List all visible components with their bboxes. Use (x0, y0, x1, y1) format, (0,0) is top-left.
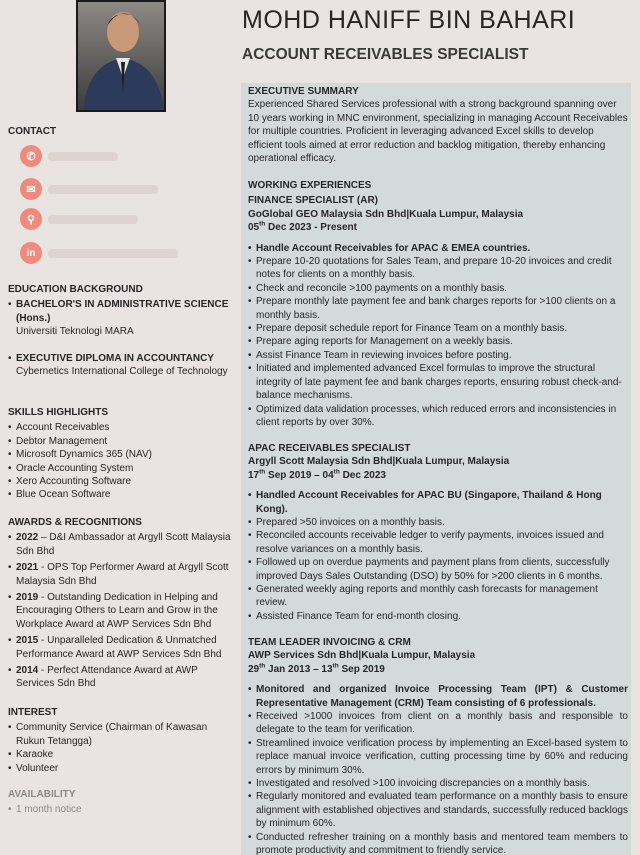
award-text: - Perfect Attendance Award at AWP Services Sdn Bhd (16, 665, 198, 690)
job-bullet: • Prepare deposit schedule report for Finance Team on a monthly basis. (248, 322, 628, 335)
job-bullet: • Investigated and resolved >100 invoicing discrepancies on a monthly basis. (248, 777, 628, 790)
job-bullet: • Streamlined invoice verification process by implementing an Excel-based system to replace manual invoice verification, cutting processing time by 60% and reducing errors by minimum 30%. (248, 737, 628, 777)
linkedin-icon: in (20, 242, 42, 264)
degree-title: BACHELOR'S IN ADMINISTRATIVE SCIENCE (Hons.) (16, 299, 229, 324)
job-entry (248, 442, 628, 623)
job-title: FINANCE SPECIALIST (AR) (248, 195, 378, 207)
interest-item: • Karaoke (8, 748, 234, 761)
job-bullet: • Prepare monthly late payment fee and bank charges reports for >100 clients on a monthly basis. (248, 295, 628, 322)
award-text: - Unparalleled Dedication & Unmatched Performance Award at AWP Services Sdn Bhd (16, 635, 222, 660)
job-bullet: • Check and reconcile >100 payments on a monthly basis. (248, 282, 628, 295)
phone-icon: ✆ (20, 145, 42, 167)
education-heading: EDUCATION BACKGROUND (8, 284, 143, 295)
award-text: - Outstanding Dedication in Helping and Encouraging Others to Learn and Grow in the Workplace Award at AWP Services Sdn Bhd (16, 592, 218, 630)
skills-heading: SKILLS HIGHLIGHTS (8, 407, 108, 418)
job-company: AWP Services Sdn Bhd|Kuala Lumpur, Malaysia (248, 650, 476, 662)
award-year: 2021 (16, 562, 39, 574)
skill-item: • Blue Ocean Software (8, 488, 234, 501)
skill-item: • Debtor Management (8, 435, 234, 448)
job-bullet: • Reconciled accounts receivable ledger to verify payments, invoices issued and resolve variances on a monthly basis. (248, 529, 628, 556)
job-dates: 17th Sep 2019 – 04th Dec 2023 (248, 468, 386, 481)
award-year: 2022 (16, 532, 39, 544)
availability-section (8, 788, 234, 817)
job-entry (248, 194, 628, 429)
job-company: GoGlobal GEO Malaysia Sdn Bhd|Kuala Lumpur, Malaysia (248, 208, 524, 220)
linkedin-redacted (48, 249, 178, 258)
award-text: – D&I Ambassador at Argyll Scott Malaysia Sdn Bhd (16, 532, 231, 557)
job-bullet: • Initiated and implemented advanced Excel formulas to improve the structural integrity of late payment fee and bank charges reports, ensuring robust check-and-balance mechanisms. (248, 362, 628, 402)
job-bullet: • Followed up on overdue payments and payment plans from clients, successfully improved Days Sales Outstanding (DSO) by 50% for >200 clients in 6 months. (248, 556, 628, 583)
phone-redacted (48, 152, 118, 161)
skill-item: • Account Receivables (8, 421, 234, 434)
job-company: Argyll Scott Malaysia Sdn Bhd|Kuala Lumpur, Malaysia (248, 456, 510, 468)
school-name: Cybernetics International College of Technology (16, 366, 228, 378)
experience-heading: WORKING EXPERIENCES (248, 180, 372, 191)
location-redacted (48, 215, 138, 224)
skills-section (8, 406, 234, 502)
job-bullet: • Received >1000 invoices from client on a monthly basis and responsible to delegate to the team for verification. (248, 710, 628, 737)
award-item (8, 561, 234, 588)
summary-text: Experienced Shared Services professional with a strong background spanning over 10 years working in MNC environment, specializing in managing Account Receivables for multiple countries. Proficient in leveraging advanced Excel skills to develop efficient tools aimed at error reduction and backlog mitigation, thereby enhancing operational efficacy. (248, 99, 628, 165)
job-lead: • Handled Account Receivables for APAC BU (Singapore, Thailand & Hong Kong). (248, 489, 628, 516)
interest-heading: INTEREST (8, 707, 58, 718)
job-lead: • Handle Account Receivables for APAC & EMEA countries. (248, 242, 628, 255)
award-item (8, 531, 234, 558)
job-bullet: • Assist Finance Team in reviewing invoices before posting. (248, 349, 628, 362)
award-item (8, 591, 234, 631)
award-year: 2019 (16, 592, 39, 604)
availability-item: • 1 month notice (8, 803, 234, 816)
job-dates: 05th Dec 2023 - Present (248, 220, 357, 234)
job-bullet: • Prepare aging reports for Management on a weekly basis. (248, 335, 628, 348)
job-bullet: • Conducted refresher training on a monthly basis and mentored team members to promote productivity and commitment to friendly service. (248, 831, 628, 855)
education-item (8, 352, 234, 379)
interest-item: • Volunteer (8, 762, 234, 775)
contact-heading: CONTACT (8, 126, 57, 137)
interest-section (8, 706, 234, 775)
job-bullet: • Prepared >50 invoices on a monthly basis. (248, 516, 628, 529)
job-bullet: • Assisted Finance Team for end-month closing. (248, 610, 628, 623)
location-icon: ⚲ (20, 208, 42, 230)
job-title: TEAM LEADER INVOICING & CRM (248, 637, 411, 648)
skill-item: • Xero Accounting Software (8, 475, 234, 488)
award-item (8, 664, 234, 691)
job-bullet: • Prepare 10-20 quotations for Sales Team, and prepare 10-20 invoices and credit notes for clients on a monthly basis. (248, 255, 628, 282)
skill-item: • Microsoft Dynamics 365 (NAV) (8, 448, 234, 461)
job-title: APAC RECEIVABLES SPECIALIST (248, 443, 411, 454)
email-icon: ✉ (20, 178, 42, 200)
job-entry (248, 636, 628, 855)
job-dates: 29th Jan 2013 – 13th Sep 2019 (248, 662, 385, 675)
summary-heading: EXECUTIVE SUMMARY (248, 86, 359, 97)
summary-section (248, 85, 628, 165)
interest-item: • Community Service (Chairman of Kawasan Rukun Tetangga) (8, 721, 234, 748)
skill-item: • Oracle Accounting System (8, 462, 234, 475)
degree-title: EXECUTIVE DIPLOMA IN ACCOUNTANCY (16, 352, 214, 364)
availability-heading: AVAILABILITY (8, 789, 76, 800)
awards-section (8, 516, 234, 691)
award-item (8, 634, 234, 661)
awards-heading: AWARDS & RECOGNITIONS (8, 517, 142, 528)
experience-section (248, 179, 628, 429)
job-bullet: • Regularly monitored and evaluated team performance on a monthly basis to ensure alignment with established objectives and standards, successfully reduced backlogs by minimum 60%. (248, 790, 628, 830)
school-name: Universiti Teknologi MARA (16, 326, 134, 338)
education-section (8, 283, 234, 378)
job-bullet: • Optimized data validation processes, which reduced errors and inconsistencies in client reports by over 30%. (248, 403, 628, 430)
job-lead: • Monitored and organized Invoice Processing Team (IPT) & Customer Representative Management (CRM) Team consisting of 6 professionals. (248, 683, 628, 710)
email-redacted (48, 185, 158, 194)
award-year: 2015 (16, 635, 39, 647)
award-text: - OPS Top Performer Award at Argyll Scott Malaysia Sdn Bhd (16, 562, 229, 587)
award-year: 2014 (16, 665, 39, 677)
profile-photo (76, 0, 166, 112)
job-bullet: • Generated weekly aging reports and monthly cash forecasts for management review. (248, 583, 628, 610)
education-item (8, 298, 234, 338)
job-role-title: ACCOUNT RECEIVABLES SPECIALIST (242, 46, 529, 63)
candidate-name: MOHD HANIFF BIN BAHARI (242, 6, 576, 34)
